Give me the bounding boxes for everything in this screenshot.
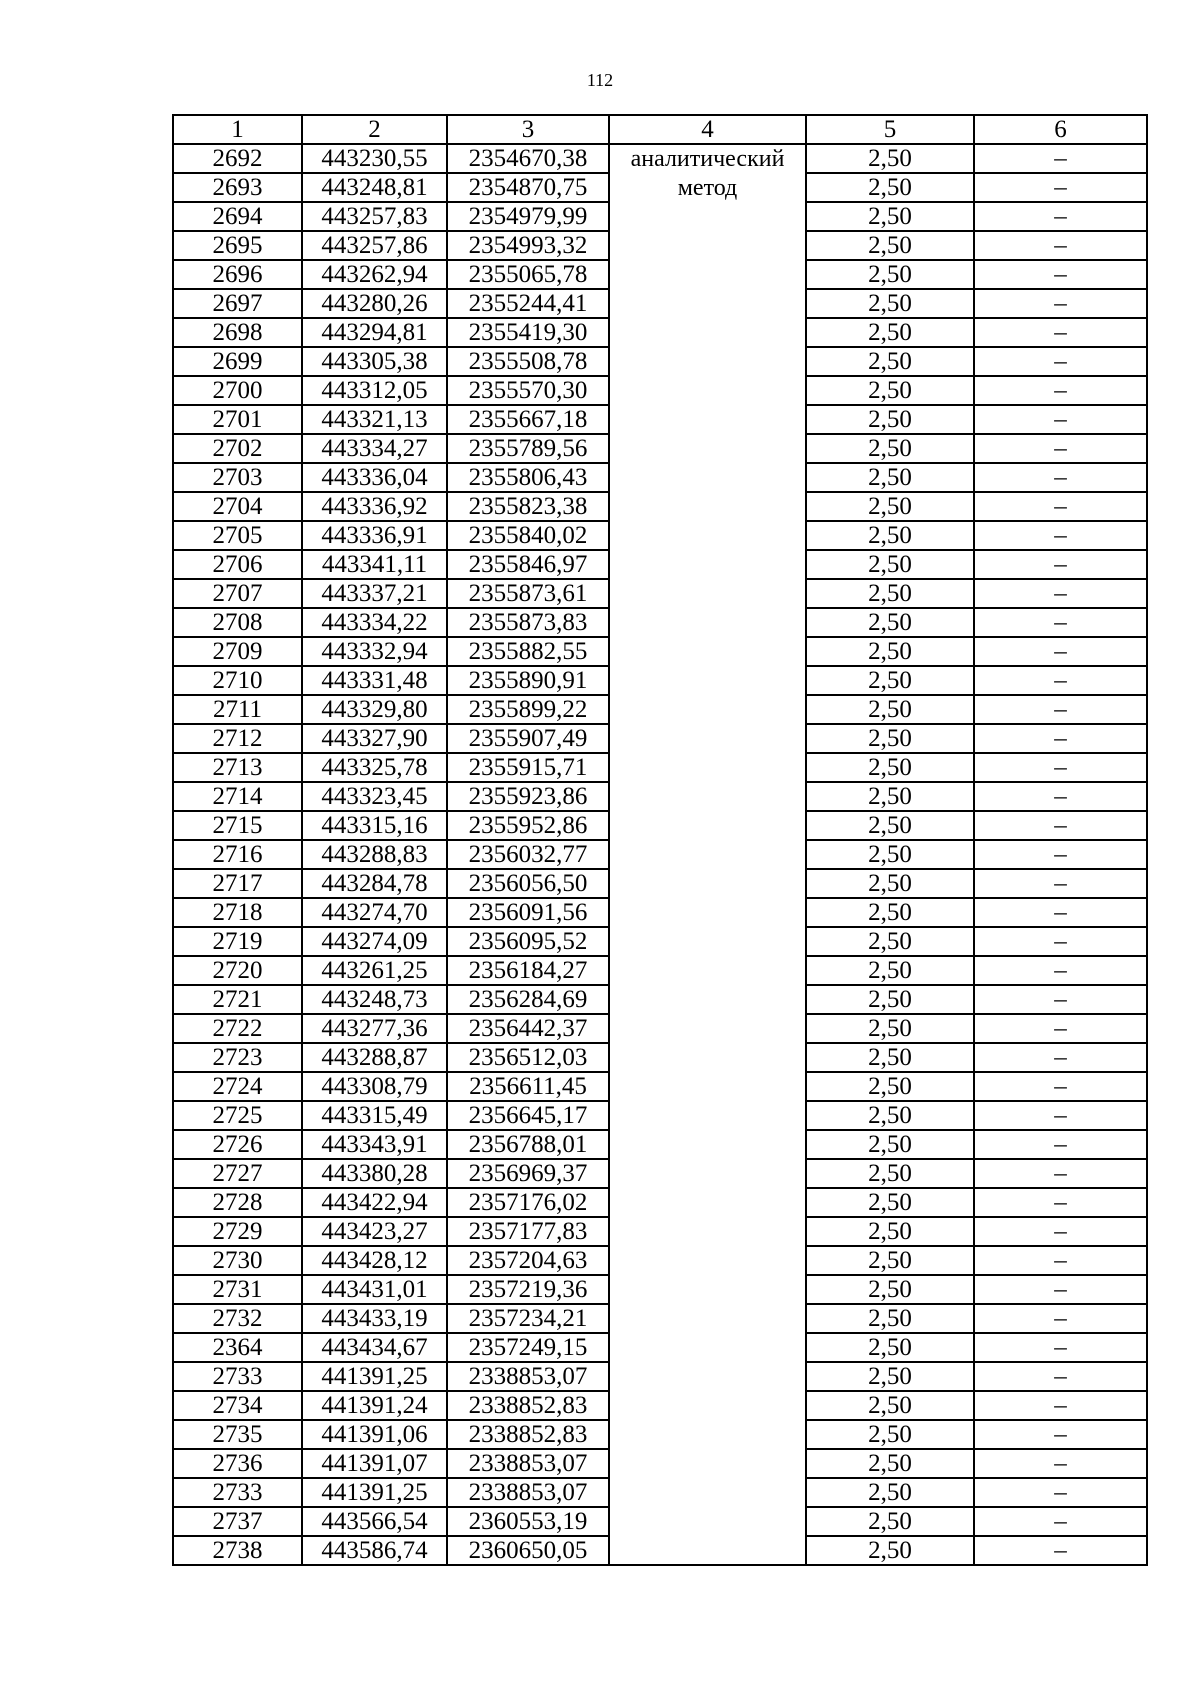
point-number-cell: 2702 [173, 434, 302, 463]
point-number-cell: 2722 [173, 1014, 302, 1043]
accuracy-cell: 2,50 [806, 347, 974, 376]
point-number-cell: 2726 [173, 1130, 302, 1159]
x-coordinate-cell: 443248,73 [302, 985, 447, 1014]
accuracy-cell: 2,50 [806, 927, 974, 956]
accuracy-cell: 2,50 [806, 376, 974, 405]
table-header-row [173, 115, 1147, 144]
y-coordinate-cell: 2355789,56 [447, 434, 609, 463]
x-coordinate-cell: 443331,48 [302, 666, 447, 695]
y-coordinate-cell: 2355952,86 [447, 811, 609, 840]
accuracy-cell: 2,50 [806, 260, 974, 289]
accuracy-cell: 2,50 [806, 985, 974, 1014]
accuracy-cell: 2,50 [806, 1507, 974, 1536]
accuracy-cell: 2,50 [806, 898, 974, 927]
y-coordinate-cell: 2355419,30 [447, 318, 609, 347]
x-coordinate-cell: 441391,07 [302, 1449, 447, 1478]
point-number-cell: 2708 [173, 608, 302, 637]
accuracy-cell: 2,50 [806, 637, 974, 666]
x-coordinate-cell: 443280,26 [302, 289, 447, 318]
y-coordinate-cell: 2356645,17 [447, 1101, 609, 1130]
point-number-cell: 2700 [173, 376, 302, 405]
accuracy-cell: 2,50 [806, 579, 974, 608]
y-coordinate-cell: 2338852,83 [447, 1420, 609, 1449]
point-number-cell: 2731 [173, 1275, 302, 1304]
point-number-cell: 2738 [173, 1536, 302, 1565]
accuracy-cell: 2,50 [806, 1217, 974, 1246]
point-number-cell: 2697 [173, 289, 302, 318]
point-number-cell: 2705 [173, 521, 302, 550]
x-coordinate-cell: 443586,74 [302, 1536, 447, 1565]
point-number-cell: 2730 [173, 1246, 302, 1275]
point-number-cell: 2721 [173, 985, 302, 1014]
description-cell: – [974, 1217, 1147, 1246]
x-coordinate-cell: 443323,45 [302, 782, 447, 811]
y-coordinate-cell: 2356056,50 [447, 869, 609, 898]
y-coordinate-cell: 2355508,78 [447, 347, 609, 376]
y-coordinate-cell: 2355806,43 [447, 463, 609, 492]
point-number-cell: 2727 [173, 1159, 302, 1188]
description-cell: – [974, 579, 1147, 608]
x-coordinate-cell: 443423,27 [302, 1217, 447, 1246]
table-body [173, 144, 1147, 1565]
accuracy-cell: 2,50 [806, 202, 974, 231]
description-cell: – [974, 666, 1147, 695]
point-number-cell: 2737 [173, 1507, 302, 1536]
accuracy-cell: 2,50 [806, 144, 974, 173]
y-coordinate-cell: 2354670,38 [447, 144, 609, 173]
description-cell: – [974, 1304, 1147, 1333]
y-coordinate-cell: 2356032,77 [447, 840, 609, 869]
description-cell: – [974, 318, 1147, 347]
accuracy-cell: 2,50 [806, 492, 974, 521]
x-coordinate-cell: 443341,11 [302, 550, 447, 579]
column-header-3: 3 [447, 115, 609, 144]
description-cell: – [974, 782, 1147, 811]
y-coordinate-cell: 2355244,41 [447, 289, 609, 318]
x-coordinate-cell: 443257,83 [302, 202, 447, 231]
description-cell: – [974, 956, 1147, 985]
x-coordinate-cell: 443334,22 [302, 608, 447, 637]
y-coordinate-cell: 2354979,99 [447, 202, 609, 231]
description-cell: – [974, 1072, 1147, 1101]
accuracy-cell: 2,50 [806, 1101, 974, 1130]
x-coordinate-cell: 443277,36 [302, 1014, 447, 1043]
point-number-cell: 2706 [173, 550, 302, 579]
description-cell: – [974, 202, 1147, 231]
description-cell: – [974, 1159, 1147, 1188]
accuracy-cell: 2,50 [806, 405, 974, 434]
description-cell: – [974, 608, 1147, 637]
description-cell: – [974, 492, 1147, 521]
x-coordinate-cell: 443428,12 [302, 1246, 447, 1275]
description-cell: – [974, 1362, 1147, 1391]
y-coordinate-cell: 2355840,02 [447, 521, 609, 550]
x-coordinate-cell: 443230,55 [302, 144, 447, 173]
description-cell: – [974, 1536, 1147, 1565]
description-cell: – [974, 1188, 1147, 1217]
column-header-2: 2 [302, 115, 447, 144]
accuracy-cell: 2,50 [806, 1188, 974, 1217]
accuracy-cell: 2,50 [806, 956, 974, 985]
accuracy-cell: 2,50 [806, 1304, 974, 1333]
x-coordinate-cell: 443261,25 [302, 956, 447, 985]
accuracy-cell: 2,50 [806, 463, 974, 492]
x-coordinate-cell: 443336,92 [302, 492, 447, 521]
point-number-cell: 2694 [173, 202, 302, 231]
accuracy-cell: 2,50 [806, 1333, 974, 1362]
y-coordinate-cell: 2355915,71 [447, 753, 609, 782]
description-cell: – [974, 1014, 1147, 1043]
y-coordinate-cell: 2355846,97 [447, 550, 609, 579]
x-coordinate-cell: 443336,91 [302, 521, 447, 550]
x-coordinate-cell: 443336,04 [302, 463, 447, 492]
column-header-5: 5 [806, 115, 974, 144]
point-number-cell: 2701 [173, 405, 302, 434]
accuracy-cell: 2,50 [806, 1275, 974, 1304]
point-number-cell: 2735 [173, 1420, 302, 1449]
point-number-cell: 2717 [173, 869, 302, 898]
accuracy-cell: 2,50 [806, 1072, 974, 1101]
description-cell: – [974, 898, 1147, 927]
description-cell: – [974, 811, 1147, 840]
accuracy-cell: 2,50 [806, 608, 974, 637]
x-coordinate-cell: 443329,80 [302, 695, 447, 724]
point-number-cell: 2698 [173, 318, 302, 347]
y-coordinate-cell: 2357176,02 [447, 1188, 609, 1217]
method-cell [609, 144, 806, 1565]
y-coordinate-cell: 2356788,01 [447, 1130, 609, 1159]
description-cell: – [974, 753, 1147, 782]
point-number-cell: 2733 [173, 1478, 302, 1507]
accuracy-cell: 2,50 [806, 869, 974, 898]
description-cell: – [974, 231, 1147, 260]
y-coordinate-cell: 2356611,45 [447, 1072, 609, 1101]
point-number-cell: 2728 [173, 1188, 302, 1217]
y-coordinate-cell: 2355570,30 [447, 376, 609, 405]
x-coordinate-cell: 443321,13 [302, 405, 447, 434]
description-cell: – [974, 1246, 1147, 1275]
y-coordinate-cell: 2357219,36 [447, 1275, 609, 1304]
accuracy-cell: 2,50 [806, 1478, 974, 1507]
x-coordinate-cell: 441391,25 [302, 1362, 447, 1391]
accuracy-cell: 2,50 [806, 1536, 974, 1565]
accuracy-cell: 2,50 [806, 695, 974, 724]
x-coordinate-cell: 443305,38 [302, 347, 447, 376]
column-header-6: 6 [974, 115, 1147, 144]
y-coordinate-cell: 2357234,21 [447, 1304, 609, 1333]
description-cell: – [974, 927, 1147, 956]
x-coordinate-cell: 443325,78 [302, 753, 447, 782]
accuracy-cell: 2,50 [806, 173, 974, 202]
x-coordinate-cell: 443312,05 [302, 376, 447, 405]
y-coordinate-cell: 2338853,07 [447, 1478, 609, 1507]
x-coordinate-cell: 443566,54 [302, 1507, 447, 1536]
point-number-cell: 2715 [173, 811, 302, 840]
y-coordinate-cell: 2355899,22 [447, 695, 609, 724]
coordinates-table [172, 114, 1148, 1566]
x-coordinate-cell: 443294,81 [302, 318, 447, 347]
description-cell: – [974, 434, 1147, 463]
description-cell: – [974, 144, 1147, 173]
description-cell: – [974, 463, 1147, 492]
accuracy-cell: 2,50 [806, 1159, 974, 1188]
accuracy-cell: 2,50 [806, 753, 974, 782]
y-coordinate-cell: 2354870,75 [447, 173, 609, 202]
y-coordinate-cell: 2356091,56 [447, 898, 609, 927]
y-coordinate-cell: 2356969,37 [447, 1159, 609, 1188]
y-coordinate-cell: 2356284,69 [447, 985, 609, 1014]
accuracy-cell: 2,50 [806, 666, 974, 695]
x-coordinate-cell: 443433,19 [302, 1304, 447, 1333]
x-coordinate-cell: 443274,09 [302, 927, 447, 956]
accuracy-cell: 2,50 [806, 1420, 974, 1449]
point-number-cell: 2703 [173, 463, 302, 492]
description-cell: – [974, 521, 1147, 550]
description-cell: – [974, 550, 1147, 579]
point-number-cell: 2712 [173, 724, 302, 753]
point-number-cell: 2693 [173, 173, 302, 202]
description-cell: – [974, 1507, 1147, 1536]
x-coordinate-cell: 443434,67 [302, 1333, 447, 1362]
description-cell: – [974, 289, 1147, 318]
description-cell: – [974, 1449, 1147, 1478]
point-number-cell: 2696 [173, 260, 302, 289]
description-cell: – [974, 724, 1147, 753]
page-number: 112 [586, 70, 614, 90]
y-coordinate-cell: 2356512,03 [447, 1043, 609, 1072]
accuracy-cell: 2,50 [806, 550, 974, 579]
point-number-cell: 2707 [173, 579, 302, 608]
method-line-2: метод [677, 175, 738, 201]
point-number-cell: 2713 [173, 753, 302, 782]
x-coordinate-cell: 443262,94 [302, 260, 447, 289]
x-coordinate-cell: 441391,25 [302, 1478, 447, 1507]
accuracy-cell: 2,50 [806, 289, 974, 318]
column-header-4: 4 [609, 115, 806, 144]
x-coordinate-cell: 443380,28 [302, 1159, 447, 1188]
accuracy-cell: 2,50 [806, 521, 974, 550]
point-number-cell: 2364 [173, 1333, 302, 1362]
description-cell: – [974, 173, 1147, 202]
description-cell: – [974, 347, 1147, 376]
point-number-cell: 2725 [173, 1101, 302, 1130]
x-coordinate-cell: 443248,81 [302, 173, 447, 202]
point-number-cell: 2720 [173, 956, 302, 985]
column-header-1: 1 [173, 115, 302, 144]
x-coordinate-cell: 443315,49 [302, 1101, 447, 1130]
y-coordinate-cell: 2356095,52 [447, 927, 609, 956]
point-number-cell: 2695 [173, 231, 302, 260]
accuracy-cell: 2,50 [806, 840, 974, 869]
y-coordinate-cell: 2355882,55 [447, 637, 609, 666]
y-coordinate-cell: 2356442,37 [447, 1014, 609, 1043]
point-number-cell: 2729 [173, 1217, 302, 1246]
description-cell: – [974, 1130, 1147, 1159]
y-coordinate-cell: 2354993,32 [447, 231, 609, 260]
y-coordinate-cell: 2338853,07 [447, 1449, 609, 1478]
accuracy-cell: 2,50 [806, 1449, 974, 1478]
point-number-cell: 2734 [173, 1391, 302, 1420]
x-coordinate-cell: 443343,91 [302, 1130, 447, 1159]
y-coordinate-cell: 2338852,83 [447, 1391, 609, 1420]
description-cell: – [974, 869, 1147, 898]
description-cell: – [974, 695, 1147, 724]
point-number-cell: 2718 [173, 898, 302, 927]
y-coordinate-cell: 2355667,18 [447, 405, 609, 434]
description-cell: – [974, 1043, 1147, 1072]
x-coordinate-cell: 443284,78 [302, 869, 447, 898]
x-coordinate-cell: 443332,94 [302, 637, 447, 666]
x-coordinate-cell: 443288,87 [302, 1043, 447, 1072]
point-number-cell: 2714 [173, 782, 302, 811]
accuracy-cell: 2,50 [806, 811, 974, 840]
y-coordinate-cell: 2355923,86 [447, 782, 609, 811]
x-coordinate-cell: 443274,70 [302, 898, 447, 927]
accuracy-cell: 2,50 [806, 724, 974, 753]
description-cell: – [974, 1391, 1147, 1420]
point-number-cell: 2709 [173, 637, 302, 666]
point-number-cell: 2704 [173, 492, 302, 521]
y-coordinate-cell: 2360650,05 [447, 1536, 609, 1565]
y-coordinate-cell: 2357204,63 [447, 1246, 609, 1275]
description-cell: – [974, 405, 1147, 434]
y-coordinate-cell: 2355873,83 [447, 608, 609, 637]
y-coordinate-cell: 2338853,07 [447, 1362, 609, 1391]
x-coordinate-cell: 443422,94 [302, 1188, 447, 1217]
point-number-cell: 2711 [173, 695, 302, 724]
description-cell: – [974, 1101, 1147, 1130]
accuracy-cell: 2,50 [806, 1043, 974, 1072]
method-line-1: аналитический [630, 146, 785, 172]
point-number-cell: 2710 [173, 666, 302, 695]
accuracy-cell: 2,50 [806, 318, 974, 347]
point-number-cell: 2723 [173, 1043, 302, 1072]
y-coordinate-cell: 2355890,91 [447, 666, 609, 695]
y-coordinate-cell: 2355873,61 [447, 579, 609, 608]
x-coordinate-cell: 443315,16 [302, 811, 447, 840]
accuracy-cell: 2,50 [806, 1246, 974, 1275]
point-number-cell: 2736 [173, 1449, 302, 1478]
x-coordinate-cell: 443257,86 [302, 231, 447, 260]
accuracy-cell: 2,50 [806, 782, 974, 811]
point-number-cell: 2699 [173, 347, 302, 376]
y-coordinate-cell: 2356184,27 [447, 956, 609, 985]
description-cell: – [974, 1333, 1147, 1362]
description-cell: – [974, 985, 1147, 1014]
point-number-cell: 2724 [173, 1072, 302, 1101]
x-coordinate-cell: 443327,90 [302, 724, 447, 753]
description-cell: – [974, 1478, 1147, 1507]
description-cell: – [974, 840, 1147, 869]
x-coordinate-cell: 443288,83 [302, 840, 447, 869]
description-cell: – [974, 1420, 1147, 1449]
accuracy-cell: 2,50 [806, 434, 974, 463]
x-coordinate-cell: 443337,21 [302, 579, 447, 608]
point-number-cell: 2716 [173, 840, 302, 869]
accuracy-cell: 2,50 [806, 231, 974, 260]
y-coordinate-cell: 2355907,49 [447, 724, 609, 753]
x-coordinate-cell: 441391,24 [302, 1391, 447, 1420]
accuracy-cell: 2,50 [806, 1362, 974, 1391]
point-number-cell: 2732 [173, 1304, 302, 1333]
point-number-cell: 2692 [173, 144, 302, 173]
x-coordinate-cell: 443334,27 [302, 434, 447, 463]
accuracy-cell: 2,50 [806, 1130, 974, 1159]
y-coordinate-cell: 2357177,83 [447, 1217, 609, 1246]
description-cell: – [974, 376, 1147, 405]
table-row [173, 144, 1147, 173]
description-cell: – [974, 1275, 1147, 1304]
accuracy-cell: 2,50 [806, 1391, 974, 1420]
y-coordinate-cell: 2355065,78 [447, 260, 609, 289]
y-coordinate-cell: 2357249,15 [447, 1333, 609, 1362]
point-number-cell: 2733 [173, 1362, 302, 1391]
y-coordinate-cell: 2355823,38 [447, 492, 609, 521]
y-coordinate-cell: 2360553,19 [447, 1507, 609, 1536]
accuracy-cell: 2,50 [806, 1014, 974, 1043]
point-number-cell: 2719 [173, 927, 302, 956]
description-cell: – [974, 637, 1147, 666]
x-coordinate-cell: 443431,01 [302, 1275, 447, 1304]
x-coordinate-cell: 443308,79 [302, 1072, 447, 1101]
x-coordinate-cell: 441391,06 [302, 1420, 447, 1449]
description-cell: – [974, 260, 1147, 289]
